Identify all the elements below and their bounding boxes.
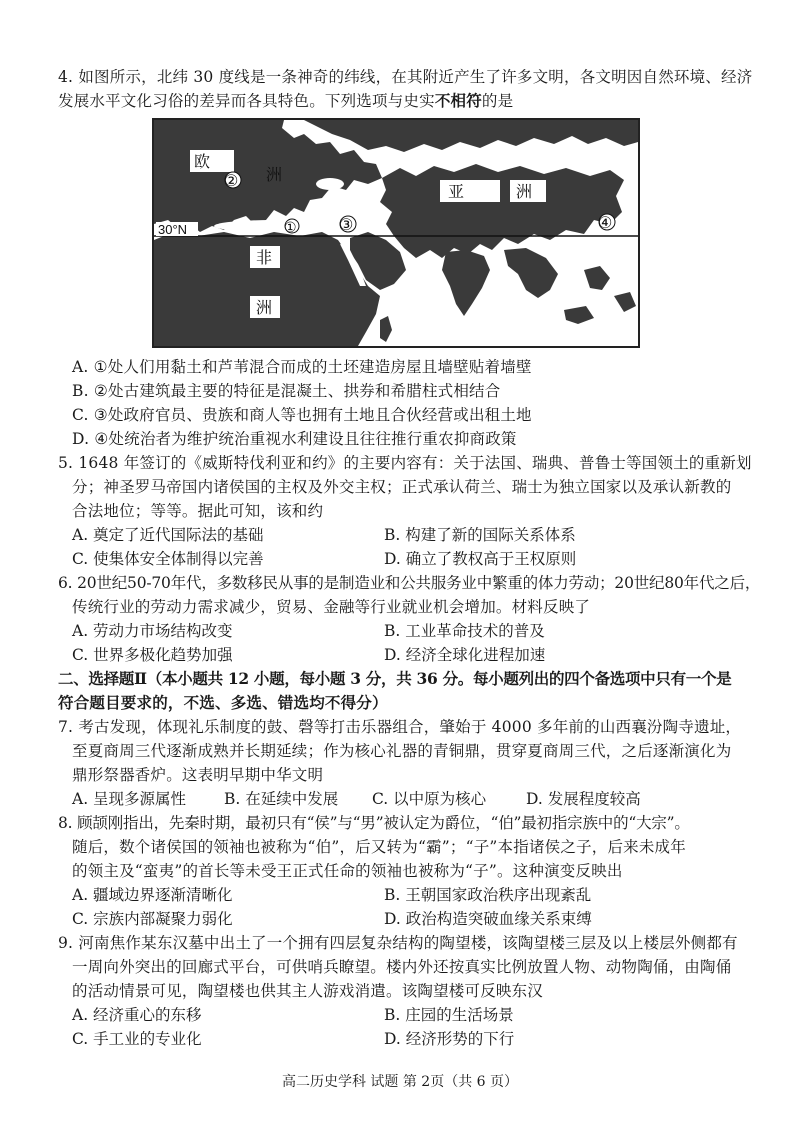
q8-stem-line-2: 随后，数个诸侯国的领袖也被称为“伯”，后又转为“霸”；“子”本指诸侯之子，后来未成年: [72, 838, 686, 856]
q5-stem-line-2: 分；神圣罗马帝国内诸侯国的主权及外交主权；正式承认荷兰、瑞士为独立国家以及承认新教的: [72, 478, 732, 496]
page-footer: 高二历史学科 试题 第 2页（共 6 页）: [281, 1074, 519, 1090]
q5-stem-line-1: 5. 1648 年签订的《威斯特伐利亚和约》的主要内容有：关于法国、瑞典、普鲁士等国领土的重新划: [58, 454, 752, 472]
q4-option-b: B. ②处古建筑最主要的特征是混凝土、拱券和希腊柱式相结合: [72, 382, 501, 400]
q7-option-a: A. 呈现多源属性: [72, 790, 187, 808]
q6-option-c: C. 世界多极化趋势加强: [72, 646, 233, 664]
map-marker-4: ④: [598, 213, 613, 232]
q7-stem-line-2: 至夏商周三代逐渐成熟并长期延续；作为核心礼器的青铜鼎，贯穿夏商周三代，之后逐渐演化为: [72, 742, 732, 760]
map-black-sea: [316, 178, 344, 190]
q8-option-c: C. 宗族内部凝聚力弱化: [72, 910, 233, 928]
map-marker-3: ③: [339, 215, 354, 234]
q4-stem-prefix: 发展水平文化习俗的差异而各具特色。下列选项与史实: [58, 92, 435, 110]
q8-stem-line-3: 的领主及“蛮夷”的首长等未受王正式任命的领袖也被称为“子”。这种演变反映出: [72, 862, 623, 880]
q7-option-c: C. 以中原为核心: [372, 790, 487, 808]
q6-stem-line-2: 传统行业的劳动力需求减少，贸易、金融等行业就业机会增加。材料反映了: [72, 598, 591, 616]
q4-stem-line-1: 4. 如图所示，北纬 30 度线是一条神奇的纬线，在其附近产生了许多文明，各文明因自然环境、经济: [58, 68, 753, 86]
q6-option-a: A. 劳动力市场结构改变: [72, 622, 233, 640]
q4-option-c: C. ③处政府官员、贵族和商人等也拥有土地且合伙经营或出租土地: [72, 406, 532, 424]
q7-option-b: B. 在延续中发展: [224, 790, 339, 808]
q9-option-c: C. 手工业的专业化: [72, 1030, 202, 1048]
q5-option-b: B. 构建了新的国际关系体系: [384, 526, 576, 544]
q4-map-figure: [152, 118, 640, 348]
map-marker-1: ①: [284, 220, 297, 236]
q9-option-a: A. 经济重心的东移: [72, 1006, 202, 1024]
q4-option-d: D. ④处统治者为维护统治重视水利建设且往往推行重农抑商政策: [72, 430, 517, 448]
q5-stem-line-3: 合法地位；等等。据此可知，该和约: [72, 502, 324, 520]
map-caspian: [348, 186, 380, 206]
q5-option-d: D. 确立了教权高于王权原则: [384, 550, 577, 568]
q8-option-b: B. 王朝国家政治秩序出现紊乱: [384, 886, 592, 904]
q7-stem-line-3: 鼎形祭器香炉。这表明早期中华文明: [72, 766, 324, 784]
map-marker-2: ②: [224, 171, 239, 190]
q9-stem-line-1: 9. 河南焦作某东汉墓中出土了一个拥有四层复杂结构的陶望楼，该陶望楼三层及以上楼层外侧都有: [58, 934, 738, 952]
q4-stem-emphasis: 不相符: [434, 91, 482, 110]
q6-option-d: D. 经济全球化进程加速: [384, 646, 546, 664]
q8-option-a: A. 疆域边界逐渐清晰化: [72, 886, 233, 904]
map-label-asia-1: 亚: [448, 182, 465, 201]
section2-heading-line-2: 符合题目要求的，不选、多选、错选均不得分）: [58, 693, 388, 712]
q9-stem-line-2: 一周向外突出的回廊式平台，可供哨兵瞭望。楼内外还按真实比例放置人物、动物陶俑，由陶俑: [72, 958, 732, 976]
q4-stem-line-2: [58, 90, 513, 112]
q4-option-a: A. ①处人们用黏土和芦苇混合而成的土坯建造房屋且墙壁贴着墙壁: [72, 358, 532, 376]
q6-option-b: B. 工业革命技术的普及: [384, 622, 545, 640]
q7-stem-line-1: 7. 考古发现，体现礼乐制度的鼓、磬等打击乐器组合，肇始于 4000 多年前的山西襄汾陶寺遗址，: [58, 718, 742, 736]
q8-option-d: D. 政治构造突破血缘关系束缚: [384, 910, 592, 928]
section2-heading-line-1: 二、选择题Ⅱ（本小题共 12 小题，每小题 3 分，共 36 分。每小题列出的四个备选项中只有一个是: [58, 669, 732, 688]
q5-option-c: C. 使集体安全体制得以完善: [72, 550, 264, 568]
map-label-africa-1: 非: [256, 248, 273, 267]
q8-stem-line-1: 8. 顾颉刚指出，先秦时期，最初只有“侯”与“男”被认定为爵位，“伯”最初指宗族中的“大宗”。: [58, 814, 690, 832]
q9-option-b: B. 庄园的生活场景: [384, 1006, 514, 1024]
q9-stem-line-3: 的活动情景可见，陶望楼也供其主人游戏消遣。该陶望楼可反映东汉: [72, 982, 544, 1000]
map-label-europe-2: 洲: [266, 165, 283, 184]
q6-stem-line-1: 6. 20世纪50-70年代，多数移民从事的是制造业和公共服务业中繁重的体力劳动；20世纪80年代之后，: [58, 574, 761, 592]
map-svg: [154, 120, 638, 346]
map-latitude-label: 30°N: [158, 222, 188, 237]
map-label-asia-2: 洲: [516, 182, 533, 201]
map-mediterranean: [214, 220, 334, 232]
map-label-europe-1: 欧: [194, 152, 211, 171]
map-label-africa-2: 洲: [256, 298, 273, 317]
q7-option-d: D. 发展程度较高: [526, 790, 641, 808]
q9-option-d: D. 经济形势的下行: [384, 1030, 515, 1048]
q5-option-a: A. 奠定了近代国际法的基础: [72, 526, 264, 544]
q4-stem-suffix: 的是: [481, 92, 514, 110]
